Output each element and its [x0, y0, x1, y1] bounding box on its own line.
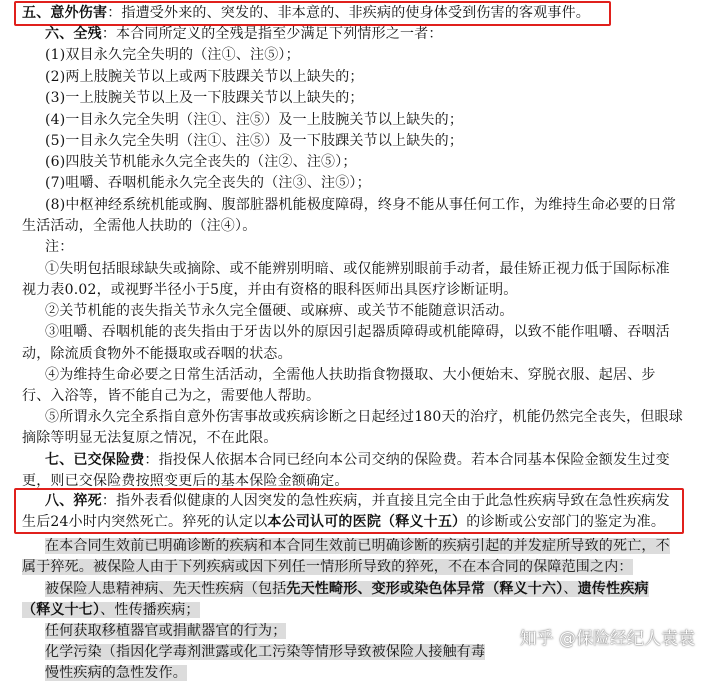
- disability-item: (1)双目永久完全失明的（注①、注⑤）；: [45, 47, 300, 63]
- section-sudden-death-title: 八、猝死: [45, 493, 102, 509]
- note-label: 注：: [45, 239, 74, 255]
- exclusion-item: [45, 621, 286, 641]
- sudden-death-text-c: 的诊断或公安部门的鉴定为准。: [466, 514, 666, 530]
- congenital-term: 先天性畸形、变形或染色体异常（释义十六）: [286, 581, 564, 597]
- section-premium-title: 七、已交保险费: [45, 452, 145, 468]
- note-item: ④为维持生命必要之日常生活活动，全需他人扶助指食物摄取、大小便始末、穿脱衣服、起居、步: [45, 367, 656, 383]
- exclusion-paragraph-continued: [22, 557, 633, 577]
- watermark: 知乎 @保险经纪人袁袁: [519, 629, 695, 649]
- hereditary-term: 遗传性疾病: [577, 581, 649, 597]
- exclusion-text: 化学污染（指因化学毒剂泄露或化工污染等情形导致被保险人接触有毒: [45, 644, 486, 660]
- note-item-continued: 动，除流质食物外不能摄取或吞咽的状态。: [22, 346, 292, 362]
- exclusion-text: 慢性疾病的急性发作。: [45, 665, 187, 681]
- note-item: ⑤所谓永久完全系指自意外伤害事故或疾病诊断之日起经过180天的治疗，机能仍然完全丧失，但眼球: [45, 409, 683, 425]
- note-item: ①失明包括眼球缺失或摘除、或不能辨别明暗、或仅能辨别眼前手动者，最佳矫正视力低于国际标准: [45, 261, 670, 277]
- section-accident-title: 五、意外伤害: [22, 5, 108, 21]
- section-sudden-death-text: ：指外表看似健康的人因突发的急性疾病，并直接且完全由于此急性疾病导致在急性疾病发: [101, 493, 670, 509]
- exclusion-paragraph: [45, 536, 670, 556]
- note-item-continued: 行、入浴等，皆不能自己为之，需要他人帮助。: [22, 388, 321, 404]
- exclusion-item: [45, 579, 649, 599]
- exclusion-item: [45, 642, 485, 662]
- disability-item: (5)一目永久完全失明（注①、注⑤）及一下肢踝关节以上缺失的；: [45, 133, 464, 149]
- section-sudden-death: [45, 491, 670, 511]
- disability-item: (2)两上肢腕关节以上或两下肢踝关节以上缺失的；: [45, 69, 364, 85]
- section-premium-text: ：指投保人依据本合同已经向本公司交纳的保险费。若本合同基本保险金额发生过变: [144, 452, 670, 468]
- note-item-continued: 视力表0.02，或视野半径小于5度，并由有资格的眼科医师出具医疗诊断证明。: [22, 282, 518, 298]
- disability-item-continued: 生活活动，全需他人扶助的（注④）。: [22, 218, 257, 234]
- disability-item: (8)中枢神经系统机能或胸、腹部脏器机能极度障碍，终身不能从事任何工作，为维持生命必要的日常: [45, 197, 677, 213]
- note-item: ③咀嚼、吞咽机能的丧失指由于牙齿以外的原因引起器质障碍或机能障碍，以致不能作咀嚼、吞咽活: [45, 324, 670, 340]
- exclusion-text: 任何获取移植器官或捐献器官的行为；: [45, 623, 287, 639]
- approved-hospital-term: 本公司认可的医院（释义十五）: [267, 514, 467, 530]
- section-disability-title: 六、全残: [45, 26, 102, 42]
- exclusion-text: 、: [563, 581, 578, 597]
- exclusion-text: 属于猝死。被保险人由于下列疾病或因下列任一情形所导致的猝死，不在本合同的保障范围之内：: [22, 559, 633, 575]
- disability-item: (4)一目永久完全失明（注①、注⑤）及一上肢腕关节以上缺失的；: [45, 112, 464, 128]
- note-item-continued: 摘除等明显无法复原之情况，不在此限。: [22, 430, 278, 446]
- section-premium-continued: 更，则已交保险费按照变更后的基本保险金额确定。: [22, 473, 349, 489]
- section-sudden-death-continued: [22, 512, 665, 532]
- disability-item: (7)咀嚼、吞咽机能永久完全丧失的（注③、注⑤）；: [45, 175, 371, 191]
- exclusion-text: 被保险人患精神病、先天性疾病（包括: [45, 581, 287, 597]
- section-accident-text: ：指遭受外来的、突发的、非本意的、非疾病的使身体受到伤害的客观事件。: [107, 5, 591, 21]
- section-disability: [45, 24, 443, 44]
- exclusion-text: 、性传播疾病；: [100, 602, 200, 618]
- section-disability-text: ：本合同所定义的全残是指至少满足下列情形之一者：: [101, 26, 443, 42]
- exclusion-text: 在本合同生效前已明确诊断的疾病和本合同生效前已明确诊断的疾病引起的并发症所导致的死亡，不: [45, 538, 670, 554]
- disability-item: (3)一上肢腕关节以上及一下肢踝关节以上缺失的；: [45, 90, 364, 106]
- sudden-death-text-a: 生后24小时内突然死亡。猝死的认定以: [22, 514, 268, 530]
- section-accident: [22, 3, 590, 23]
- exclusion-item: [45, 663, 187, 683]
- hereditary-ref: （释义十七）: [22, 602, 101, 618]
- disability-item: (6)四肢关节机能永久完全丧失的（注②、注⑤）；: [45, 154, 357, 170]
- section-premium: [45, 450, 670, 470]
- note-item: ②关节机能的丧失指关节永久完全僵硬、或麻痹、或关节不能随意识活动。: [45, 303, 514, 319]
- exclusion-item-continued: [22, 600, 200, 620]
